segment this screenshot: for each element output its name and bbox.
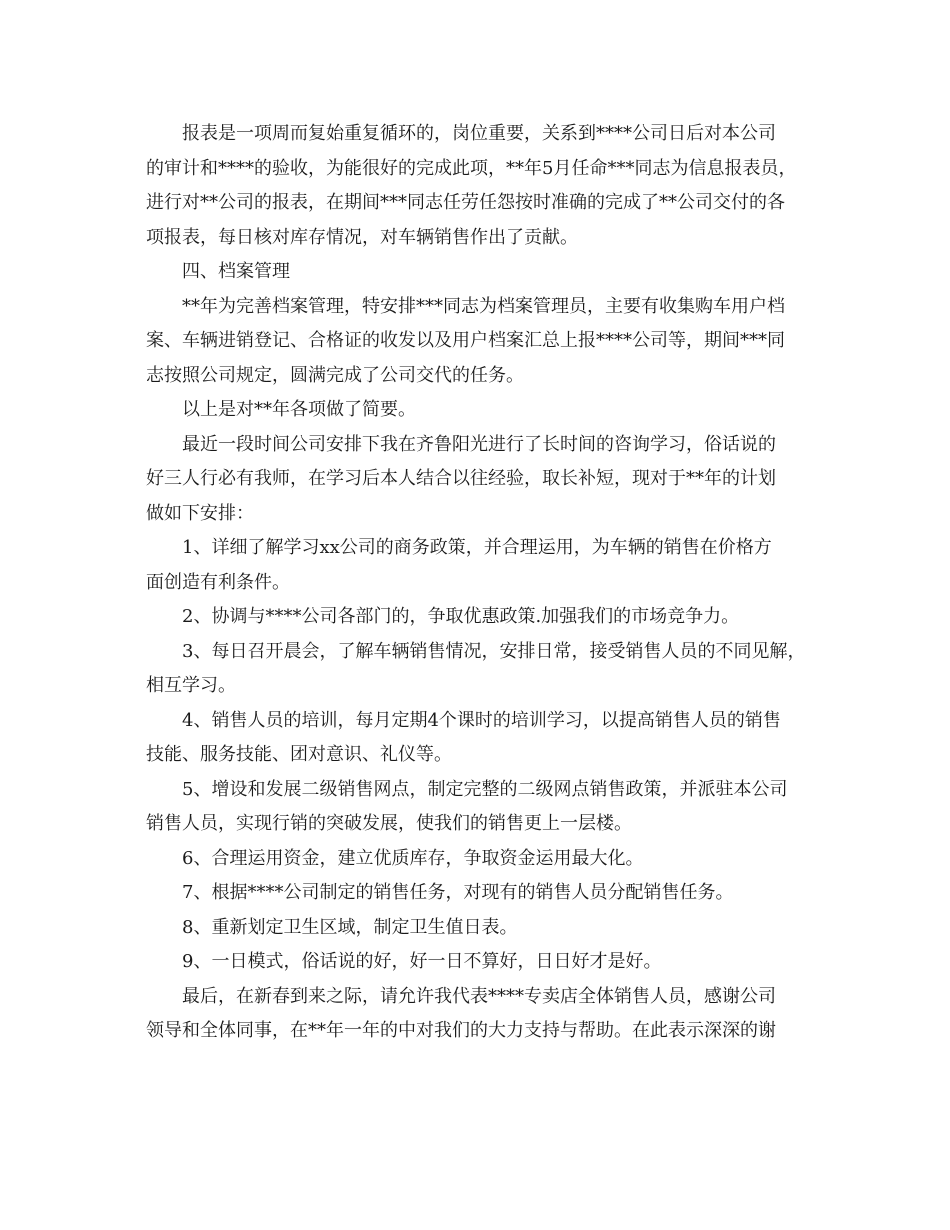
text-line: 好三人行必有我师，在学习后本人结合以往经验，取长补短，现对于**年的计划 — [146, 468, 776, 489]
list-item-line: 技能、服务技能、团对意识、礼仪等。 — [146, 744, 452, 765]
list-item-line: 4、销售人员的培训，每月定期4个课时的培训学习，以提高销售人员的销售 — [182, 709, 781, 731]
text-line: 志按照公司规定，圆满完成了公司交代的任务。 — [146, 364, 524, 386]
list-item-line: 9、一日模式，俗话说的好，好一日不算好，日日好才是好。 — [182, 951, 662, 972]
text-line: 以上是对**年各项做了简要。 — [182, 399, 416, 420]
document-body — [146, 117, 826, 1049]
list-item-line: 销售人员，实现行销的突破发展，使我们的销售更上一层楼。 — [146, 813, 632, 834]
list-item-line: 5、增设和发展二级销售网点，制定完整的二级网点销售政策，并派驻本公司 — [182, 778, 788, 800]
text-line: 领导和全体同事，在**年一年的中对我们的大力支持与帮助。在此表示深深的谢 — [146, 1020, 776, 1041]
list-item-line: 8、重新划定卫生区域，制定卫生值日表。 — [182, 916, 518, 938]
list-item-line: 7、根据****公司制定的销售任务，对现有的销售人员分配销售任务。 — [182, 882, 734, 903]
text-line: **年为完善档案管理，特安排***同志为档案管理员，主要有收集购车用户档 — [182, 295, 785, 317]
text-line: 做如下安排： — [146, 502, 254, 524]
text-line: 报表是一项周而复始重复循环的，岗位重要，关系到****公司日后对本公司 — [182, 123, 776, 144]
text-line: 最近一段时间公司安排下我在齐鲁阳光进行了长时间的咨询学习，俗话说的 — [182, 433, 776, 455]
list-item-line: 3、每日召开晨会，了解车辆销售情况，安排日常，接受销售人员的不同见解， — [182, 640, 806, 662]
list-item-line: 2、协调与****公司各部门的，争取优惠政策.加强我们的市场竞争力。 — [182, 606, 740, 627]
text-line: 最后，在新春到来之际，请允许我代表****专卖店全体销售人员，感谢公司 — [182, 985, 776, 1007]
text-line: 进行对**公司的报表，在期间***同志任劳任怨按时准确的完成了**公司交付的各 — [146, 192, 785, 213]
text-line: 的审计和****的验收，为能很好的完成此项，**年5月任命***同志为信息报表员， — [146, 157, 797, 179]
list-item-line: 面创造有利条件。 — [146, 571, 290, 593]
list-item-line: 相互学习。 — [146, 675, 236, 696]
text-line: 案、车辆进销登记、合格证的收发以及用户档案汇总上报****公司等，期间***同 — [146, 330, 785, 351]
text-line: 项报表，每日核对库存情况，对车辆销售作出了贡献。 — [146, 226, 578, 248]
section-heading: 四、档案管理 — [182, 261, 290, 282]
list-item-line: 1、详细了解学习xx公司的商务政策，并合理运用，为车辆的销售在价格方 — [182, 537, 772, 558]
list-item-line: 6、合理运用资金，建立优质库存，争取资金运用最大化。 — [182, 847, 644, 869]
